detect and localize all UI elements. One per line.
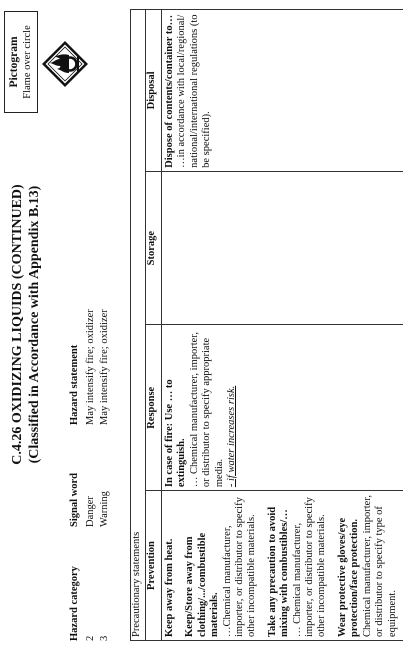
storage-column-header: Storage [146, 171, 162, 325]
pictogram-box [4, 11, 38, 113]
hazard-statement-header: Hazard statement [69, 344, 80, 425]
response-statement: In case of fire: Use … to extinguish. … Chemical manufacturer, importer, or distributor to specify appropriate media. - if water increases risk. [164, 331, 238, 488]
signal-word: Danger [85, 496, 96, 527]
pictogram-label: Pictogram [8, 36, 20, 88]
disposal-column-header: Disposal [146, 10, 162, 172]
prevention-statement: Keep/Store away from clothing/.../combustible materials. …Chemical manufacturer, importer, or distributor to specify other incompatible materials. [184, 497, 258, 637]
disposal-statement: Dispose of contents/container to… …in accordance with local/regional/ national/international regulations (to be specified). [164, 14, 213, 168]
response-cell [162, 325, 403, 491]
disposal-cell [162, 10, 403, 172]
signal-word-header: Signal word [69, 473, 80, 527]
hazard-category: 3 [99, 635, 110, 641]
signal-word: Warning [99, 491, 110, 527]
prevention-cell [162, 491, 403, 641]
prevention-statement: Keep away from heat. [164, 538, 175, 637]
hazard-statement: May intensify fire; oxidizer [99, 309, 110, 425]
hazard-category: 2 [85, 635, 96, 641]
prevention-statement: Wear protective gloves/eye protection/face protection. Chemical manufacturer, importer, or distributor to specify type of equipment. [336, 494, 398, 637]
storage-cell [162, 171, 403, 325]
precautionary-table [130, 9, 403, 641]
response-warning: - if water increases risk. [226, 385, 238, 488]
pictogram-description: Flame over circle [22, 25, 33, 99]
prevention-column-header: Prevention [146, 491, 162, 641]
page-subtitle: (Classified in Accordance with Appendix B.13) [27, 185, 42, 464]
response-column-header: Response [146, 325, 162, 491]
hazard-statement: May intensify fire; oxidizer [85, 309, 96, 425]
page-title: C.4.26 OXIDIZING LIQUIDS (CONTINUED) [10, 184, 25, 465]
flame-over-circle-icon [40, 39, 90, 89]
precautionary-heading: Precautionary statements [131, 10, 146, 641]
prevention-statement: Take any precaution to avoid mixing with combustibles/… … Chemical manufacturer, importer, or distributor to specify other incompatible materials. [266, 497, 328, 637]
hazard-category-header: Hazard category [69, 566, 80, 641]
